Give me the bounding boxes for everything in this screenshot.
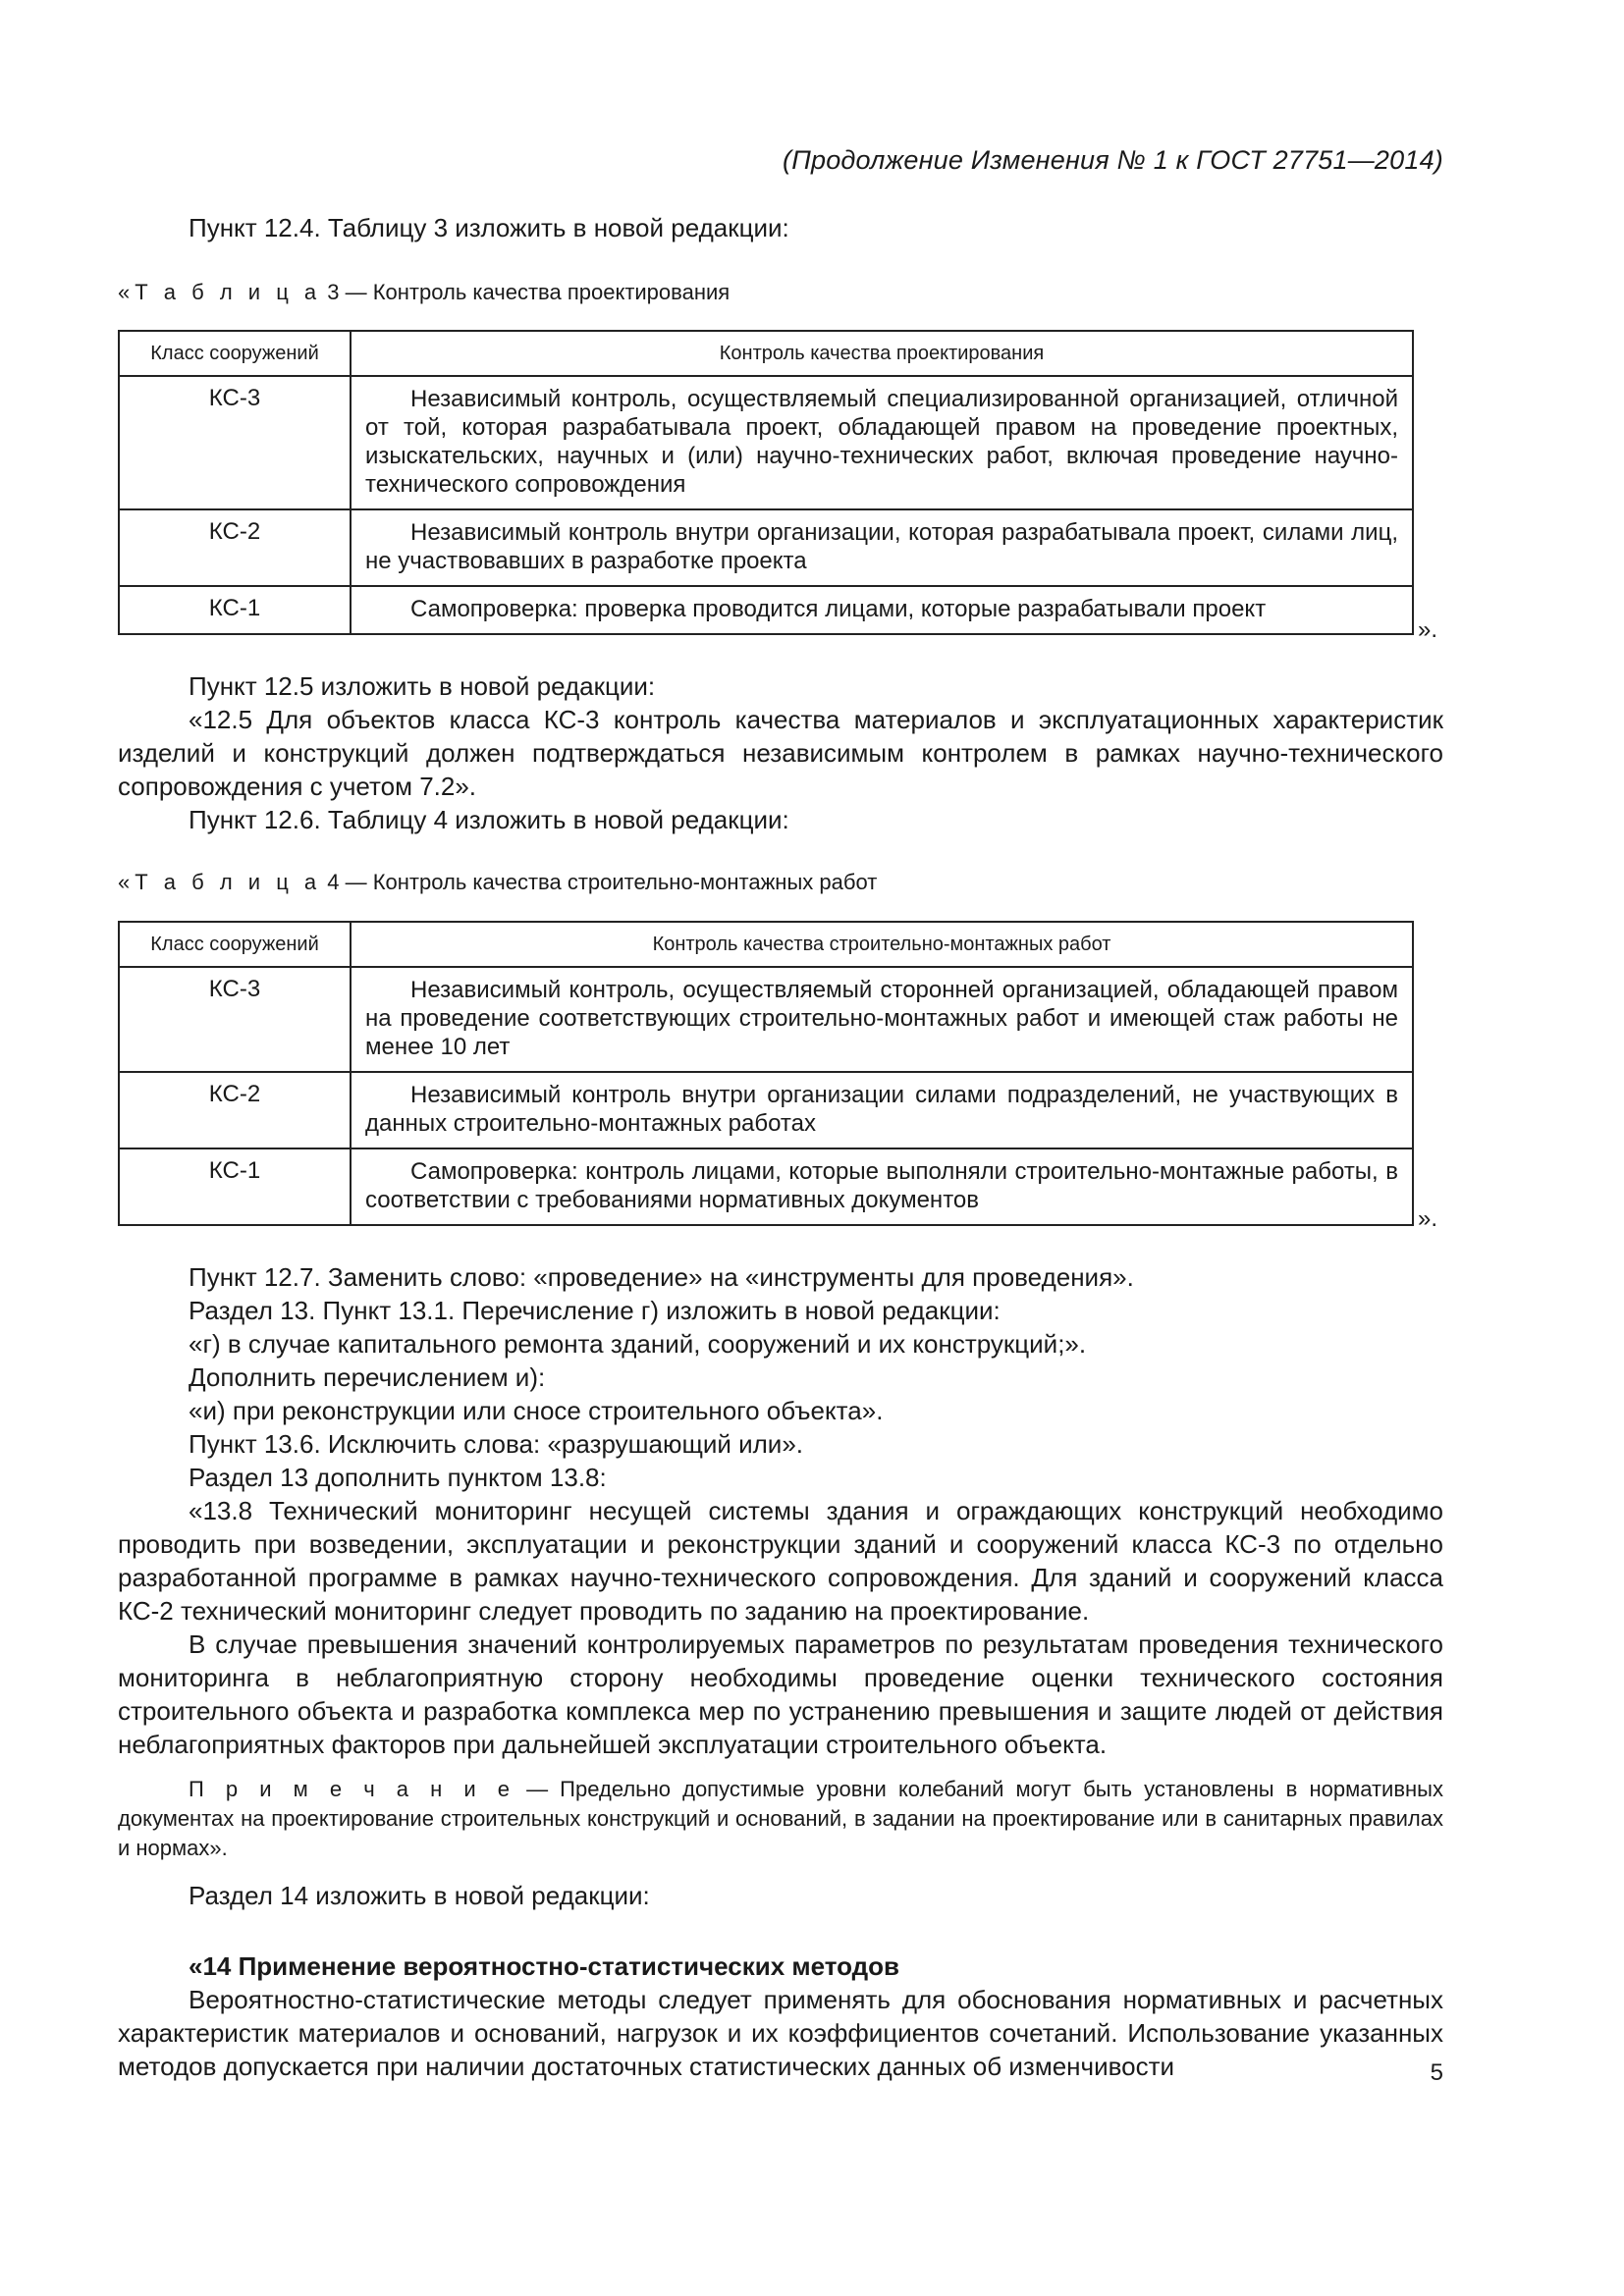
table4-row2-class: КС-2: [119, 1072, 351, 1148]
table4-caption: [118, 870, 877, 895]
line-enum-g: «г) в случае капитального ремонта зданий, сооружений и их конструкций;».: [189, 1329, 1087, 1359]
section-14-intro: Раздел 14 изложить в новой редакции:: [189, 1881, 650, 1910]
table4-row3-text: Самопроверка: контроль лицами, которые выполняли строительно-монтажные работы, в соответствии с требованиями нормативных документов: [351, 1148, 1413, 1225]
table3-row2-class: КС-2: [119, 509, 351, 586]
section-14-text: Вероятностно-статистические методы следует применять для обоснования нормативных и расчетных характеристик материалов и оснований, нагрузок и их коэффициентов сочетаний. Использование указанных методов допускается при наличии достаточных статистических данных об изменчивости: [118, 1985, 1443, 2081]
paragraph-12-6-intro: Пункт 12.6. Таблицу 4 изложить в новой редакции:: [189, 805, 789, 834]
line-add-enum: Дополнить перечислением и):: [189, 1362, 546, 1392]
line-12-7: Пункт 12.7. Заменить слово: «проведение» на «инструменты для проведения».: [189, 1262, 1134, 1292]
table3-caption: [118, 280, 730, 305]
document-page: [118, 0, 1443, 2296]
table-row: [119, 967, 1413, 1072]
paragraph-13-8-b: В случае превышения значений контролируемых параметров по результатам проведения технического мониторинга в неблагоприятную сторону необходимы проведение оценки технического состояния строительного объекта и разработка комплекса мер по устранению превышения и защите людей от действия неблагоприятных факторов при дальнейшей эксплуатации строительного объекта.: [118, 1629, 1443, 1759]
table4-row1-class: КС-3: [119, 967, 351, 1072]
table4-closing-quote: ».: [1418, 1205, 1438, 1232]
table3-header-row: [119, 331, 1413, 376]
table3-col-control: Контроль качества проектирования: [351, 331, 1413, 376]
line-13-6: Пункт 13.6. Исключить слова: «разрушающий или».: [189, 1429, 804, 1459]
paragraph-13-8: «13.8 Технический мониторинг несущей системы здания и ограждающих конструкций необходимо проводить при возведении, эксплуатации и реконструкции зданий и сооружений класса КС-3 по отдельно разработанной программе в рамках научно-технического сопровождения. Для зданий и сооружений класса КС-2 технический мониторинг следует проводить по заданию на проектирование.: [118, 1496, 1443, 1626]
table-row: [119, 376, 1413, 509]
table-row: [119, 586, 1413, 634]
table3-row3-text: Самопроверка: проверка проводится лицами, которые разрабатывали проект: [351, 586, 1413, 634]
line-13-1: Раздел 13. Пункт 13.1. Перечисление г) изложить в новой редакции:: [189, 1296, 1001, 1325]
table-row: [119, 1072, 1413, 1148]
page-number: 5: [1430, 2059, 1443, 2086]
paragraph-12-4-intro: Пункт 12.4. Таблицу 3 изложить в новой редакции:: [189, 213, 789, 242]
table3-closing-quote: ».: [1418, 616, 1438, 643]
section-14-title: «14 Применение вероятностно-статистических методов: [189, 1951, 900, 1981]
table4-row1-text: Независимый контроль, осуществляемый сторонней организацией, обладающей правом на проведение соответствующих строительно-монтажных работ и имеющей стаж работы не менее 10 лет: [351, 967, 1413, 1072]
table4-col-control: Контроль качества строительно-монтажных работ: [351, 922, 1413, 967]
table-row: [119, 1148, 1413, 1225]
table-row: [119, 509, 1413, 586]
table-4: [118, 921, 1414, 1226]
note-text: — Предельно допустимые уровни колебаний могут быть установлены в нормативных документах на проектирование строительных конструкций и оснований, в задании на проектирование или в санитарных правилах и нормах».: [118, 1777, 1443, 1860]
table3-row1-class: КС-3: [119, 376, 351, 509]
table3-row2-text: Независимый контроль внутри организации, которая разрабатывала проект, силами лиц, не участвовавших в разработке проекта: [351, 509, 1413, 586]
table4-header-row: [119, 922, 1413, 967]
table4-caption-word: «Т а б л и ц а: [118, 870, 322, 894]
table4-row2-text: Независимый контроль внутри организации силами подразделений, не участвующих в данных строительно-монтажных работах: [351, 1072, 1413, 1148]
line-enum-i: «и) при реконструкции или сносе строительного объекта».: [189, 1396, 884, 1425]
line-13-8-intro: Раздел 13 дополнить пунктом 13.8:: [189, 1463, 607, 1492]
running-header: (Продолжение Изменения № 1 к ГОСТ 27751—2014): [783, 145, 1443, 175]
table3-row3-class: КС-1: [119, 586, 351, 634]
table4-caption-title: 4 — Контроль качества строительно-монтажных работ: [321, 870, 878, 894]
note: [118, 1775, 1443, 1863]
table4-col-class: Класс сооружений: [119, 922, 351, 967]
table3-row1-text: Независимый контроль, осуществляемый специализированной организацией, отличной от той, которая разрабатывала проект, обладающей правом на проведение проектных, изыскательских, научных и (или) научно-технических работ, включая проведение научно-технического сопровождения: [351, 376, 1413, 509]
table3-col-class: Класс сооружений: [119, 331, 351, 376]
note-word: П р и м е ч а н и е: [189, 1777, 514, 1801]
table3-caption-word: «Т а б л и ц а: [118, 280, 322, 304]
table-3: [118, 330, 1414, 635]
paragraph-12-5-text: «12.5 Для объектов класса КС-3 контроль качества материалов и эксплуатационных характеристик изделий и конструкций должен подтверждаться независимым контролем в рамках научно-технического сопровождения с учетом 7.2».: [118, 705, 1443, 801]
paragraph-12-5-intro: Пункт 12.5 изложить в новой редакции:: [189, 671, 656, 701]
table3-caption-title: 3 — Контроль качества проектирования: [321, 280, 731, 304]
table4-row3-class: КС-1: [119, 1148, 351, 1225]
